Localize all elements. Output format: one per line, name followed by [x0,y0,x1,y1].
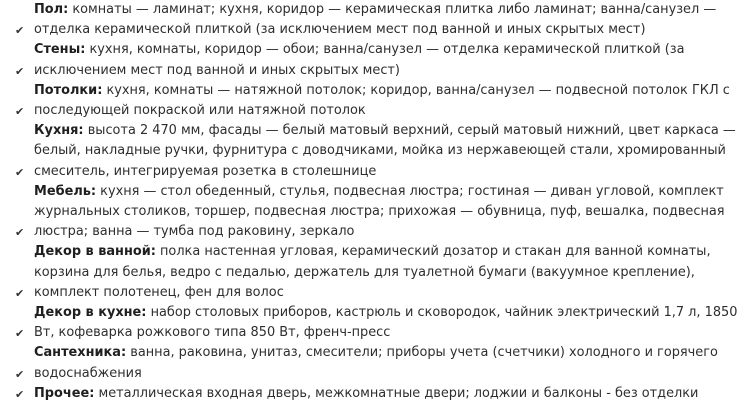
check-icon: ✔ [15,105,25,119]
list-item-other [0,384,749,404]
item-label: Потолки: [34,82,103,98]
check-icon: ✔ [15,327,25,341]
check-icon: ✔ [15,24,25,38]
list-item-bathroom-decor [0,242,749,303]
list-item-furniture [0,182,749,243]
item-label: Декор в ванной: [34,244,156,260]
item-text: кухня, комнаты, коридор — обои; ванна/санузел — отделка керамической плиткой (за исключением мест под ванной и иных скрытых мест) [34,42,685,78]
list-item-plumbing [0,343,749,383]
item-label: Декор в кухне: [34,305,147,321]
item-label: Стены: [34,42,86,58]
list-item-kitchen-decor [0,303,749,343]
check-icon: ✔ [15,287,25,301]
list-item-ceilings [0,81,749,121]
item-text: кухня — стол обеденный, стулья, подвесная люстра; гостиная — диван угловой, комплект журнальных столиков, торшер, подвесная люстра; прихожая — обувница, пуф, вешалка, подвесная люстра; ванна — тумба под раковину, зеркало [34,183,725,240]
check-icon: ✔ [15,165,25,179]
item-label: Кухня: [34,123,84,139]
item-label: Мебель: [34,183,97,199]
item-label: Сантехника: [34,345,127,361]
item-text: ванна, раковина, унитаз, смесители; приборы учета (счетчики) холодного и горячего водоснабжения [34,345,718,381]
list-item-walls [0,40,749,80]
item-label: Прочее: [34,385,95,401]
check-icon: ✔ [15,367,25,381]
item-text: набор столовых приборов, кастрюль и сковородок, чайник электрический 1,7 л, 1850 Вт, кофеварка рожкового типа 850 Вт, френч-пресс [34,305,738,341]
item-label: Пол: [34,2,69,17]
item-text: высота 2 470 мм, фасады — белый матовый верхний, серый матовый нижний, цвет каркаса — белый, накладные ручки, фурнитура с доводчиками, мойка из нержавеющей стали, хромированный смеситель, интегрируемая розетка в столешнице [34,123,736,179]
item-text: металлическая входная дверь, межкомнатные двери; лоджии и балконы - без отделки [94,385,699,401]
item-text: комнаты — ламинат; кухня, коридор — керамическая плитка либо ламинат; ванна/санузел — отделка керамической плиткой (за исключением мест под ванной и иных скрытых мест) [34,2,717,38]
check-icon: ✔ [15,226,25,240]
item-text: полка настенная угловая, керамический дозатор и стакан для ванной комнаты, корзина для белья, ведро с педалью, держатель для туалетной бумаги (вакуумное крепление), комплект полотенец, фен для волос [34,244,711,300]
item-text: кухня, комнаты — натяжной потолок; коридор, ванна/санузел — подвесной потолок ГКЛ с последующей покраской или натяжной потолок [34,82,730,119]
list-item-floor [0,0,749,40]
check-icon: ✔ [15,64,25,78]
list-item-kitchen [0,121,749,182]
check-icon: ✔ [15,388,25,402]
